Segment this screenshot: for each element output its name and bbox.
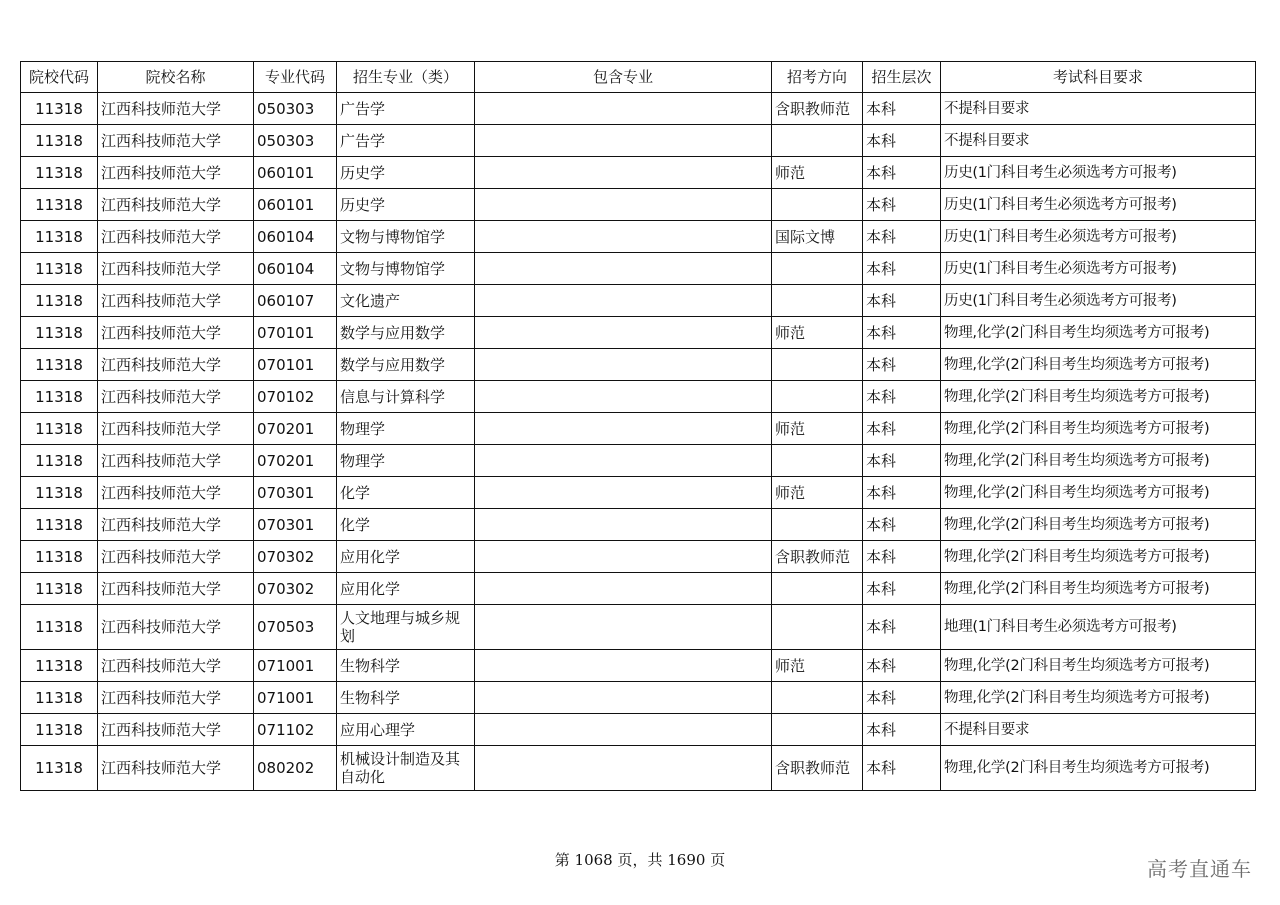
cell-direction: 含职教师范	[772, 541, 863, 573]
cell-school-code: 11318	[21, 93, 98, 125]
cell-school-name: 江西科技师范大学	[98, 317, 254, 349]
cell-level: 本科	[863, 189, 941, 221]
cell-level: 本科	[863, 746, 941, 791]
header-level: 招生层次	[863, 62, 941, 93]
cell-major: 历史学	[337, 189, 475, 221]
header-subject-requirements: 考试科目要求	[941, 62, 1256, 93]
cell-major-code: 050303	[254, 125, 337, 157]
cell-school-name: 江西科技师范大学	[98, 157, 254, 189]
cell-level: 本科	[863, 157, 941, 189]
cell-school-name: 江西科技师范大学	[98, 573, 254, 605]
table-row	[21, 317, 1256, 349]
cell-major-code: 060101	[254, 157, 337, 189]
table-row	[21, 541, 1256, 573]
cell-included-majors	[475, 157, 772, 189]
cell-major: 化学	[337, 509, 475, 541]
cell-major: 化学	[337, 477, 475, 509]
cell-included-majors	[475, 509, 772, 541]
table-row	[21, 477, 1256, 509]
cell-subject-requirements: 物理,化学(2门科目考生均须选考方可报考)	[941, 541, 1256, 573]
cell-school-code: 11318	[21, 189, 98, 221]
cell-level: 本科	[863, 605, 941, 650]
cell-school-code: 11318	[21, 682, 98, 714]
table-row	[21, 381, 1256, 413]
cell-major: 广告学	[337, 93, 475, 125]
cell-direction	[772, 349, 863, 381]
cell-major: 人文地理与城乡规划	[337, 605, 475, 650]
cell-school-code: 11318	[21, 157, 98, 189]
table-row	[21, 413, 1256, 445]
cell-school-code: 11318	[21, 650, 98, 682]
cell-level: 本科	[863, 477, 941, 509]
table-row	[21, 253, 1256, 285]
table-row	[21, 125, 1256, 157]
cell-direction	[772, 509, 863, 541]
cell-major-code: 071001	[254, 682, 337, 714]
cell-subject-requirements: 历史(1门科目考生必须选考方可报考)	[941, 285, 1256, 317]
cell-major-code: 070201	[254, 413, 337, 445]
cell-subject-requirements: 不提科目要求	[941, 93, 1256, 125]
cell-school-name: 江西科技师范大学	[98, 682, 254, 714]
cell-included-majors	[475, 714, 772, 746]
cell-direction	[772, 189, 863, 221]
cell-subject-requirements: 历史(1门科目考生必须选考方可报考)	[941, 157, 1256, 189]
cell-direction: 师范	[772, 650, 863, 682]
cell-subject-requirements: 物理,化学(2门科目考生均须选考方可报考)	[941, 682, 1256, 714]
cell-school-code: 11318	[21, 253, 98, 285]
cell-major: 历史学	[337, 157, 475, 189]
cell-level: 本科	[863, 413, 941, 445]
header-major-code: 专业代码	[254, 62, 337, 93]
header-school-code: 院校代码	[21, 62, 98, 93]
cell-included-majors	[475, 445, 772, 477]
cell-direction: 含职教师范	[772, 93, 863, 125]
header-row	[21, 62, 1256, 93]
cell-school-code: 11318	[21, 445, 98, 477]
cell-direction	[772, 605, 863, 650]
cell-school-code: 11318	[21, 125, 98, 157]
cell-included-majors	[475, 541, 772, 573]
cell-subject-requirements: 物理,化学(2门科目考生均须选考方可报考)	[941, 349, 1256, 381]
cell-direction: 师范	[772, 157, 863, 189]
cell-school-name: 江西科技师范大学	[98, 253, 254, 285]
cell-major-code: 070101	[254, 317, 337, 349]
table-row	[21, 509, 1256, 541]
cell-subject-requirements: 历史(1门科目考生必须选考方可报考)	[941, 221, 1256, 253]
cell-major-code: 060104	[254, 253, 337, 285]
cell-direction	[772, 682, 863, 714]
cell-major-code: 070302	[254, 541, 337, 573]
cell-direction: 含职教师范	[772, 746, 863, 791]
cell-included-majors	[475, 93, 772, 125]
cell-major: 物理学	[337, 445, 475, 477]
cell-subject-requirements: 物理,化学(2门科目考生均须选考方可报考)	[941, 445, 1256, 477]
cell-school-code: 11318	[21, 317, 98, 349]
cell-subject-requirements: 不提科目要求	[941, 714, 1256, 746]
header-major: 招生专业（类）	[337, 62, 475, 93]
cell-subject-requirements: 物理,化学(2门科目考生均须选考方可报考)	[941, 573, 1256, 605]
cell-school-code: 11318	[21, 541, 98, 573]
table-row	[21, 605, 1256, 650]
cell-included-majors	[475, 477, 772, 509]
cell-level: 本科	[863, 221, 941, 253]
cell-direction	[772, 573, 863, 605]
cell-included-majors	[475, 285, 772, 317]
cell-major-code: 070101	[254, 349, 337, 381]
cell-major-code: 050303	[254, 93, 337, 125]
cell-major-code: 070201	[254, 445, 337, 477]
cell-level: 本科	[863, 541, 941, 573]
table-row	[21, 650, 1256, 682]
cell-major: 文物与博物馆学	[337, 253, 475, 285]
cell-school-code: 11318	[21, 746, 98, 791]
table-row	[21, 93, 1256, 125]
header-direction: 招考方向	[772, 62, 863, 93]
cell-major: 信息与计算科学	[337, 381, 475, 413]
table-row	[21, 189, 1256, 221]
cell-level: 本科	[863, 650, 941, 682]
cell-major-code: 070301	[254, 509, 337, 541]
table-row	[21, 682, 1256, 714]
cell-included-majors	[475, 221, 772, 253]
cell-major: 生物科学	[337, 682, 475, 714]
cell-school-code: 11318	[21, 509, 98, 541]
cell-included-majors	[475, 605, 772, 650]
cell-school-name: 江西科技师范大学	[98, 650, 254, 682]
cell-major-code: 080202	[254, 746, 337, 791]
cell-included-majors	[475, 349, 772, 381]
cell-school-name: 江西科技师范大学	[98, 189, 254, 221]
cell-included-majors	[475, 317, 772, 349]
cell-school-name: 江西科技师范大学	[98, 125, 254, 157]
cell-major: 文化遗产	[337, 285, 475, 317]
cell-included-majors	[475, 189, 772, 221]
cell-school-name: 江西科技师范大学	[98, 285, 254, 317]
cell-school-name: 江西科技师范大学	[98, 413, 254, 445]
cell-level: 本科	[863, 445, 941, 477]
cell-direction	[772, 125, 863, 157]
cell-major: 机械设计制造及其自动化	[337, 746, 475, 791]
cell-school-code: 11318	[21, 381, 98, 413]
cell-school-name: 江西科技师范大学	[98, 93, 254, 125]
cell-school-name: 江西科技师范大学	[98, 381, 254, 413]
cell-major: 应用化学	[337, 541, 475, 573]
cell-subject-requirements: 物理,化学(2门科目考生均须选考方可报考)	[941, 413, 1256, 445]
cell-level: 本科	[863, 714, 941, 746]
cell-direction	[772, 714, 863, 746]
cell-included-majors	[475, 381, 772, 413]
cell-level: 本科	[863, 253, 941, 285]
cell-school-code: 11318	[21, 413, 98, 445]
cell-major-code: 070302	[254, 573, 337, 605]
table-row	[21, 445, 1256, 477]
cell-school-code: 11318	[21, 285, 98, 317]
cell-major: 数学与应用数学	[337, 349, 475, 381]
cell-major: 生物科学	[337, 650, 475, 682]
header-school-name: 院校名称	[98, 62, 254, 93]
cell-school-name: 江西科技师范大学	[98, 541, 254, 573]
cell-school-name: 江西科技师范大学	[98, 477, 254, 509]
cell-subject-requirements: 物理,化学(2门科目考生均须选考方可报考)	[941, 650, 1256, 682]
cell-included-majors	[475, 682, 772, 714]
table-row	[21, 349, 1256, 381]
cell-school-code: 11318	[21, 221, 98, 253]
cell-direction	[772, 445, 863, 477]
table-row	[21, 573, 1256, 605]
page-number: 第 1068 页，共 1690 页	[554, 851, 726, 869]
cell-subject-requirements: 历史(1门科目考生必须选考方可报考)	[941, 253, 1256, 285]
cell-subject-requirements: 物理,化学(2门科目考生均须选考方可报考)	[941, 317, 1256, 349]
cell-subject-requirements: 历史(1门科目考生必须选考方可报考)	[941, 189, 1256, 221]
cell-major: 物理学	[337, 413, 475, 445]
cell-subject-requirements: 地理(1门科目考生必须选考方可报考)	[941, 605, 1256, 650]
cell-major-code: 060107	[254, 285, 337, 317]
cell-direction	[772, 253, 863, 285]
cell-school-name: 江西科技师范大学	[98, 714, 254, 746]
cell-level: 本科	[863, 682, 941, 714]
cell-direction: 国际文博	[772, 221, 863, 253]
admissions-table	[20, 61, 1256, 791]
cell-direction	[772, 381, 863, 413]
cell-major-code: 071102	[254, 714, 337, 746]
cell-school-name: 江西科技师范大学	[98, 221, 254, 253]
cell-major-code: 070301	[254, 477, 337, 509]
cell-school-name: 江西科技师范大学	[98, 605, 254, 650]
cell-direction: 师范	[772, 413, 863, 445]
cell-subject-requirements: 物理,化学(2门科目考生均须选考方可报考)	[941, 746, 1256, 791]
cell-subject-requirements: 物理,化学(2门科目考生均须选考方可报考)	[941, 509, 1256, 541]
cell-included-majors	[475, 573, 772, 605]
cell-included-majors	[475, 746, 772, 791]
cell-direction: 师范	[772, 477, 863, 509]
cell-level: 本科	[863, 381, 941, 413]
cell-major-code: 060104	[254, 221, 337, 253]
cell-major: 广告学	[337, 125, 475, 157]
cell-included-majors	[475, 413, 772, 445]
cell-level: 本科	[863, 573, 941, 605]
cell-level: 本科	[863, 285, 941, 317]
cell-subject-requirements: 不提科目要求	[941, 125, 1256, 157]
cell-school-name: 江西科技师范大学	[98, 746, 254, 791]
cell-included-majors	[475, 125, 772, 157]
cell-school-name: 江西科技师范大学	[98, 445, 254, 477]
watermark: 高考直通车	[1147, 857, 1252, 881]
table-row	[21, 746, 1256, 791]
cell-direction: 师范	[772, 317, 863, 349]
cell-level: 本科	[863, 509, 941, 541]
cell-school-code: 11318	[21, 477, 98, 509]
cell-major: 数学与应用数学	[337, 317, 475, 349]
table-row	[21, 285, 1256, 317]
table-row	[21, 714, 1256, 746]
table-row	[21, 221, 1256, 253]
cell-school-code: 11318	[21, 605, 98, 650]
cell-school-name: 江西科技师范大学	[98, 509, 254, 541]
header-included-majors: 包含专业	[475, 62, 772, 93]
cell-level: 本科	[863, 317, 941, 349]
table-row	[21, 157, 1256, 189]
cell-school-code: 11318	[21, 349, 98, 381]
cell-subject-requirements: 物理,化学(2门科目考生均须选考方可报考)	[941, 381, 1256, 413]
cell-level: 本科	[863, 125, 941, 157]
cell-major: 应用心理学	[337, 714, 475, 746]
cell-major-code: 060101	[254, 189, 337, 221]
cell-subject-requirements: 物理,化学(2门科目考生均须选考方可报考)	[941, 477, 1256, 509]
cell-level: 本科	[863, 93, 941, 125]
cell-major-code: 070102	[254, 381, 337, 413]
cell-school-code: 11318	[21, 714, 98, 746]
cell-level: 本科	[863, 349, 941, 381]
cell-school-name: 江西科技师范大学	[98, 349, 254, 381]
cell-school-code: 11318	[21, 573, 98, 605]
cell-included-majors	[475, 650, 772, 682]
cell-major-code: 070503	[254, 605, 337, 650]
cell-major: 应用化学	[337, 573, 475, 605]
cell-major: 文物与博物馆学	[337, 221, 475, 253]
cell-major-code: 071001	[254, 650, 337, 682]
cell-direction	[772, 285, 863, 317]
cell-included-majors	[475, 253, 772, 285]
